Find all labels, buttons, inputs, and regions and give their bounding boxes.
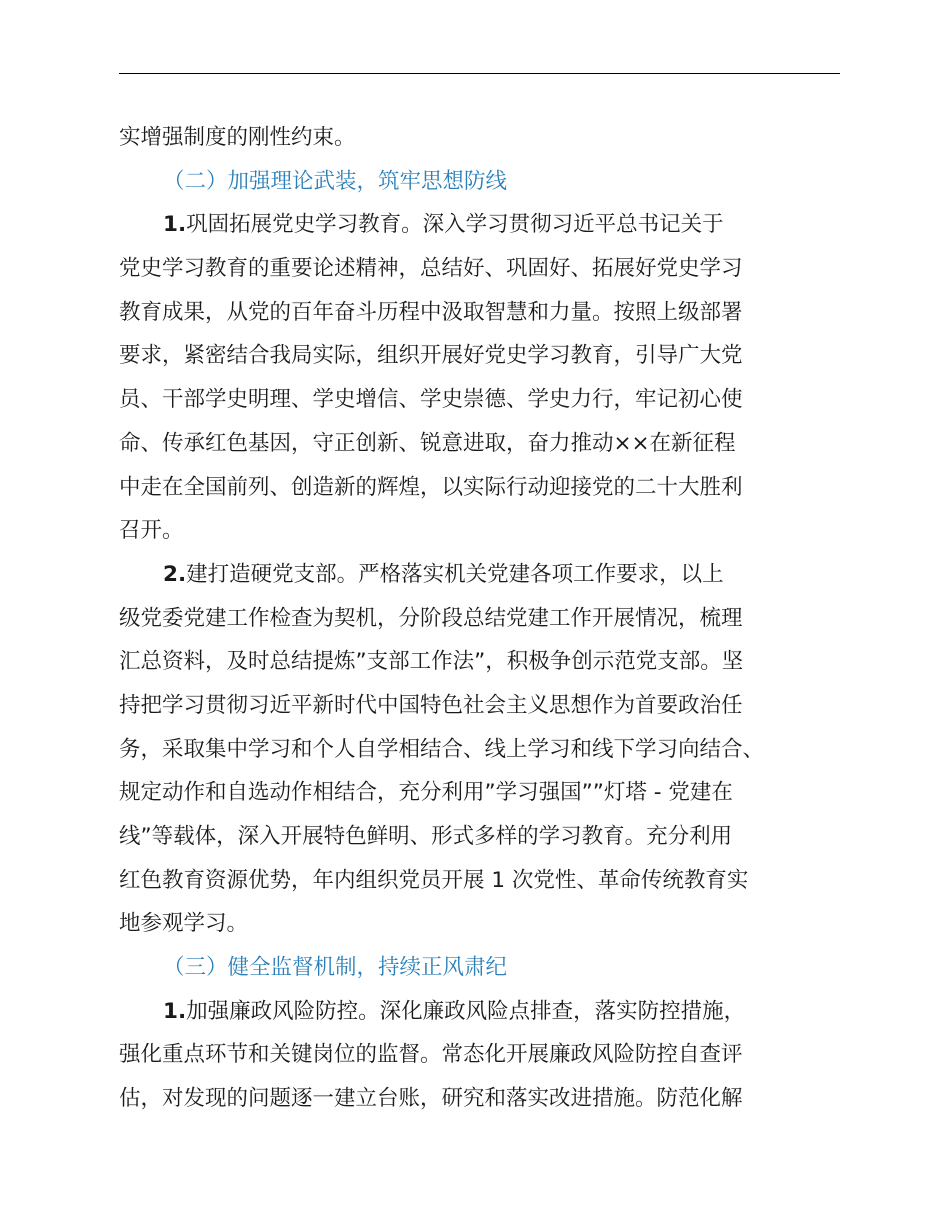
- paragraph-line: 地参观学习。: [119, 911, 249, 937]
- paragraph-line: 党史学习教育的重要论述精神，总结好、巩固好、拓展好党史学习: [119, 256, 743, 282]
- numbered-item-line: [119, 203, 844, 247]
- paragraph-line: 员、干部学史明理、学史增信、学史崇德、学史力行，牢记初心使: [119, 387, 743, 413]
- paragraph-line: 实增强制度的刚性约束。: [119, 125, 356, 150]
- paragraph-line: 命、传承红色基因，守正创新、锐意进取，奋力推动××在新征程: [119, 430, 736, 456]
- paragraph-line: 级党委党建工作检查为契机，分阶段总结党建工作开展情况，梳理: [119, 605, 743, 631]
- item-number: 1.: [163, 212, 187, 238]
- item-text: 建打造硬党支部。严格落实机关党建各项工作要求，以上: [186, 561, 724, 587]
- item-text: 巩固拓展党史学习教育。深入学习贯彻习近平总书记关于: [186, 212, 724, 238]
- document-body: [119, 116, 844, 1121]
- paragraph-line: 务，采取集中学习和个人自学相结合、线上学习和线下学习向结合、: [119, 736, 765, 762]
- paragraph-line: 强化重点环节和关键岗位的监督。常态化开展廉政风险防控自查评: [119, 1042, 743, 1068]
- paragraph-line: 规定动作和自选动作相结合，充分利用”学习强国””灯塔 - 党建在: [119, 780, 733, 806]
- paragraph-line: 汇总资料，及时总结提炼”支部工作法”，积极争创示范党支部。坚: [119, 649, 744, 675]
- paragraph-line: 红色教育资源优势，年内组织党员开展 1 次党性、革命传统教育实: [119, 867, 749, 893]
- section-heading: （二）加强理论武装，筑牢思想防线: [163, 168, 508, 194]
- paragraph-line: 召开。: [119, 518, 184, 544]
- numbered-item-line: [119, 990, 844, 1034]
- header-rule: [119, 73, 840, 74]
- paragraph-line: 教育成果，从党的百年奋斗历程中汲取智慧和力量。按照上级部署: [119, 299, 743, 325]
- item-number: 1.: [163, 998, 187, 1024]
- paragraph-line: 估，对发现的问题逐一建立台账，研究和落实改进措施。防范化解: [119, 1086, 743, 1112]
- paragraph-line: 持把学习贯彻习近平新时代中国特色社会主义思想作为首要政治任: [119, 692, 743, 718]
- paragraph-line: 线”等载体，深入开展特色鲜明、形式多样的学习教育。充分利用: [119, 824, 733, 849]
- item-number: 2.: [163, 561, 187, 587]
- item-text: 加强廉政风险防控。深化廉政风险点排查，落实防控措施，: [186, 998, 746, 1024]
- section-heading: （三）健全监督机制，持续正风肃纪: [163, 955, 508, 981]
- paragraph-line: 要求，紧密结合我局实际，组织开展好党史学习教育，引导广大党: [119, 343, 743, 369]
- paragraph-line: 中走在全国前列、创造新的辉煌，以实际行动迎接党的二十大胜利: [119, 474, 743, 500]
- numbered-item-line: [119, 553, 844, 597]
